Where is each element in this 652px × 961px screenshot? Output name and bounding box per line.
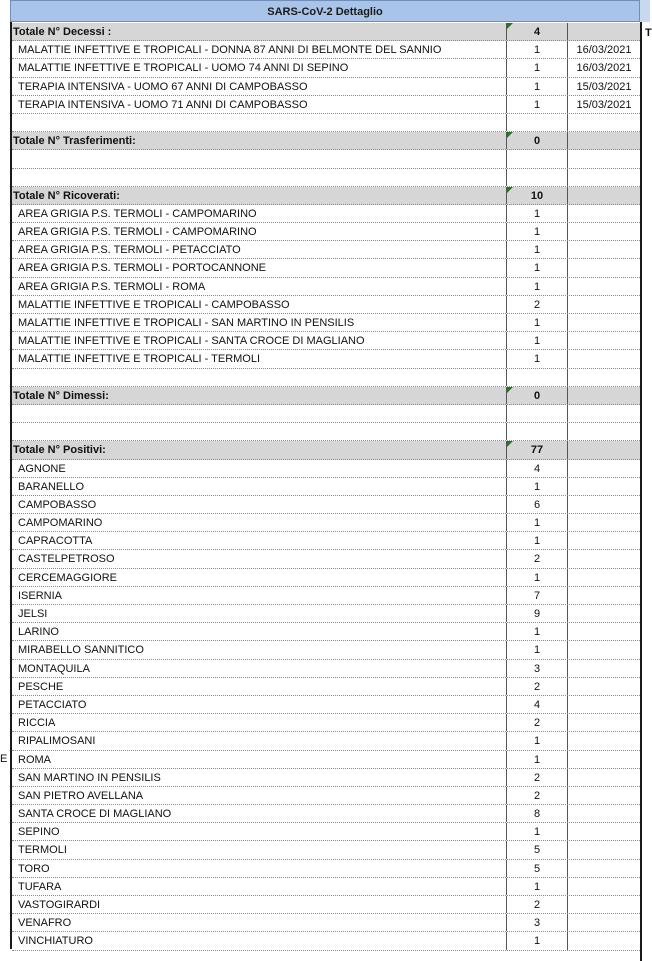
row-date: [568, 387, 640, 404]
table-row: [12, 787, 640, 805]
table-row: [12, 96, 640, 114]
row-date: [568, 332, 640, 349]
row-date: 15/03/2021: [576, 98, 632, 111]
table-row: [12, 914, 640, 932]
row-count: 8: [506, 805, 568, 822]
row-date: [568, 641, 640, 658]
table-row: [12, 59, 640, 77]
row-date: [568, 150, 640, 167]
total-row: [12, 441, 640, 459]
row-count: 1: [506, 241, 568, 258]
row-date: 15/03/2021: [576, 80, 632, 93]
row-label: MALATTIE INFETTIVE E TROPICALI - CAMPOBASSO: [18, 298, 290, 311]
row-count: 2: [506, 678, 568, 695]
row-count: 1: [506, 259, 568, 276]
row-count: 1: [506, 532, 568, 549]
table-row: [12, 532, 640, 550]
table-row: [12, 641, 640, 659]
row-date: [568, 23, 640, 40]
total-row: [12, 132, 640, 150]
row-count: 6: [506, 496, 568, 513]
row-date: [568, 696, 640, 713]
row-count: 1: [506, 823, 568, 840]
row-date: [568, 914, 640, 931]
row-date: [568, 860, 640, 877]
table-row: [12, 751, 640, 769]
row-date: [568, 678, 640, 695]
row-label: MALATTIE INFETTIVE E TROPICALI - UOMO 74 ANNI DI SEPINO: [18, 62, 349, 75]
row-count: 1: [506, 205, 568, 222]
row-date: [568, 751, 640, 768]
detail-table: [12, 23, 640, 951]
row-label: LARINO: [18, 626, 59, 639]
row-count: 1: [506, 478, 568, 495]
row-date: [568, 514, 640, 531]
table-row: [12, 660, 640, 678]
table-row: [12, 478, 640, 496]
row-label: RIPALIMOSANI: [18, 735, 96, 748]
table-row: [12, 932, 640, 950]
row-count: 77: [506, 441, 568, 458]
row-label: PETACCIATO: [18, 698, 87, 711]
row-label: MALATTIE INFETTIVE E TROPICALI - SANTA CROCE DI MAGLIANO: [18, 335, 365, 348]
table-row: [12, 878, 640, 896]
row-label: BARANELLO: [18, 480, 85, 493]
row-label: MALATTIE INFETTIVE E TROPICALI - DONNA 87 ANNI DI BELMONTE DEL SANNIO: [18, 44, 442, 57]
total-label: Totale N° Ricoverati:: [13, 189, 120, 202]
row-count: 1: [506, 641, 568, 658]
row-count: 2: [506, 714, 568, 731]
total-label: Totale N° Dimessi:: [13, 389, 109, 402]
row-label: SAN PIETRO AVELLANA: [18, 789, 144, 802]
row-label: CAMPOBASSO: [18, 498, 97, 511]
row-date: [568, 350, 640, 367]
row-count: 7: [506, 587, 568, 604]
row-date: [568, 787, 640, 804]
row-label: AREA GRIGIA P.S. TERMOLI - PORTOCANNONE: [18, 262, 266, 275]
row-count: 1: [506, 41, 568, 58]
row-count: 1: [506, 78, 568, 95]
row-date: [568, 587, 640, 604]
row-count: 2: [506, 550, 568, 567]
total-row: [12, 387, 640, 405]
row-date: [568, 169, 640, 186]
row-date: [568, 423, 640, 440]
row-count: 0: [506, 132, 568, 149]
table-row: [12, 241, 640, 259]
row-count: 1: [506, 314, 568, 331]
row-date: [568, 878, 640, 895]
row-count: 2: [506, 896, 568, 913]
row-count: 4: [506, 696, 568, 713]
table-row: [12, 623, 640, 641]
row-count: 5: [506, 860, 568, 877]
row-label: AGNONE: [18, 462, 66, 475]
row-label: AREA GRIGIA P.S. TERMOLI - CAMPOMARINO: [18, 226, 257, 239]
table-row: [12, 896, 640, 914]
row-date: [568, 278, 640, 295]
row-count: [506, 405, 568, 422]
row-count: [506, 423, 568, 440]
row-count: 4: [506, 23, 568, 40]
table-row: [12, 550, 640, 568]
row-label: ISERNIA: [18, 589, 63, 602]
blank-row: [12, 169, 640, 187]
table-row: [12, 205, 640, 223]
row-count: 1: [506, 96, 568, 113]
row-count: 9: [506, 605, 568, 622]
row-date: [568, 259, 640, 276]
row-date: [568, 314, 640, 331]
blank-row: [12, 405, 640, 423]
row-date: [568, 369, 640, 386]
row-count: [506, 114, 568, 131]
row-count: 4: [506, 460, 568, 477]
row-date: [568, 660, 640, 677]
table-row: [12, 696, 640, 714]
blank-row: [12, 369, 640, 387]
row-count: 1: [506, 751, 568, 768]
row-date: [568, 441, 640, 458]
row-count: 1: [506, 623, 568, 640]
row-date: [568, 550, 640, 567]
row-count: 1: [506, 732, 568, 749]
row-count: [506, 150, 568, 167]
table-row: [12, 823, 640, 841]
row-date: [568, 187, 640, 204]
row-date: [568, 241, 640, 258]
table-row: [12, 278, 640, 296]
table-row: [12, 569, 640, 587]
table-row: [12, 732, 640, 750]
row-label: MIRABELLO SANNITICO: [18, 644, 144, 657]
row-count: 2: [506, 296, 568, 313]
total-label: Totale N° Positivi:: [13, 444, 106, 457]
row-label: TERAPIA INTENSIVA - UOMO 71 ANNI DI CAMPOBASSO: [18, 98, 308, 111]
table-row: [12, 769, 640, 787]
table-row: [12, 678, 640, 696]
row-label: CAPRACOTTA: [18, 535, 93, 548]
row-date: [568, 532, 640, 549]
row-count: 1: [506, 569, 568, 586]
row-date: [568, 714, 640, 731]
row-date: [568, 805, 640, 822]
row-date: [568, 823, 640, 840]
row-date: [568, 114, 640, 131]
row-date: [568, 769, 640, 786]
table-row: [12, 587, 640, 605]
right-border: [640, 22, 642, 961]
row-label: MONTAQUILA: [18, 662, 90, 675]
row-count: 1: [506, 278, 568, 295]
row-label: MALATTIE INFETTIVE E TROPICALI - SAN MARTINO IN PENSILIS: [18, 317, 355, 329]
row-count: 3: [506, 660, 568, 677]
row-label: SEPINO: [18, 826, 60, 839]
row-label: VASTOGIRARDI: [18, 899, 101, 911]
row-count: [506, 369, 568, 386]
row-count: 1: [506, 223, 568, 240]
row-label: ROMA: [18, 753, 51, 766]
table-row: [12, 714, 640, 732]
row-label: SANTA CROCE DI MAGLIANO: [18, 808, 172, 821]
row-count: 2: [506, 769, 568, 786]
row-label: AREA GRIGIA P.S. TERMOLI - PETACCIATO: [18, 244, 241, 257]
sheet-title-header: [10, 0, 640, 22]
sheet-title: SARS-CoV-2 Dettaglio: [267, 6, 383, 18]
row-date: 16/03/2021: [576, 62, 632, 75]
row-date: [568, 296, 640, 313]
row-label: VINCHIATURO: [18, 935, 93, 948]
row-label: TERMOLI: [18, 844, 67, 857]
row-label: PESCHE: [18, 680, 64, 693]
row-label: SAN MARTINO IN PENSILIS: [18, 771, 161, 784]
table-row: [12, 296, 640, 314]
table-row: [12, 78, 640, 96]
table-row: [12, 223, 640, 241]
row-label: CAMPOMARINO: [18, 517, 103, 530]
row-label: AREA GRIGIA P.S. TERMOLI - ROMA: [18, 280, 206, 293]
right-edge-clipped-text: T: [645, 27, 652, 39]
row-date: [568, 460, 640, 477]
table-row: [12, 350, 640, 368]
row-label: TORO: [18, 862, 50, 875]
blank-row: [12, 150, 640, 168]
row-label: JELSI: [18, 608, 48, 620]
row-date: [568, 623, 640, 640]
row-date: [568, 932, 640, 949]
table-row: [12, 514, 640, 532]
table-row: [12, 460, 640, 478]
row-date: [568, 205, 640, 222]
table-row: [12, 841, 640, 859]
row-date: [568, 132, 640, 149]
row-label: MALATTIE INFETTIVE E TROPICALI - TERMOLI: [18, 353, 261, 366]
row-label: VENAFRO: [18, 917, 72, 930]
table-row: [12, 314, 640, 332]
left-edge-clipped-text: E: [0, 753, 8, 765]
header-edge-cell: [640, 0, 650, 22]
row-count: 1: [506, 514, 568, 531]
row-date: [568, 896, 640, 913]
row-date: 16/03/2021: [576, 44, 632, 57]
row-count: 3: [506, 914, 568, 931]
total-row: [12, 187, 640, 205]
row-count: 2: [506, 787, 568, 804]
row-label: TERAPIA INTENSIVA - UOMO 67 ANNI DI CAMPOBASSO: [18, 80, 308, 93]
blank-row: [12, 423, 640, 441]
row-count: 1: [506, 59, 568, 76]
row-date: [568, 605, 640, 622]
total-row: [12, 23, 640, 41]
row-date: [568, 496, 640, 513]
row-count: 1: [506, 878, 568, 895]
row-date: [568, 223, 640, 240]
row-label: TUFARA: [18, 880, 62, 893]
table-row: [12, 860, 640, 878]
row-date: [568, 841, 640, 858]
row-label: CERCEMAGGIORE: [18, 571, 118, 584]
table-row: [12, 805, 640, 823]
row-count: 1: [506, 350, 568, 367]
row-date: [568, 732, 640, 749]
total-label: Totale N° Trasferimenti:: [13, 135, 136, 148]
row-count: [506, 169, 568, 186]
row-count: 1: [506, 332, 568, 349]
row-label: CASTELPETROSO: [18, 553, 115, 566]
table-row: [12, 332, 640, 350]
row-date: [568, 405, 640, 422]
row-count: 1: [506, 932, 568, 949]
row-count: 10: [506, 187, 568, 204]
total-label: Totale N° Decessi :: [13, 26, 112, 38]
row-date: [568, 569, 640, 586]
blank-row: [12, 114, 640, 132]
table-row: [12, 496, 640, 514]
table-row: [12, 41, 640, 59]
table-row: [12, 259, 640, 277]
table-row: [12, 605, 640, 623]
row-label: AREA GRIGIA P.S. TERMOLI - CAMPOMARINO: [18, 207, 257, 220]
row-label: RICCIA: [18, 717, 56, 730]
row-date: [568, 478, 640, 495]
row-count: 5: [506, 841, 568, 858]
row-count: 0: [506, 387, 568, 404]
